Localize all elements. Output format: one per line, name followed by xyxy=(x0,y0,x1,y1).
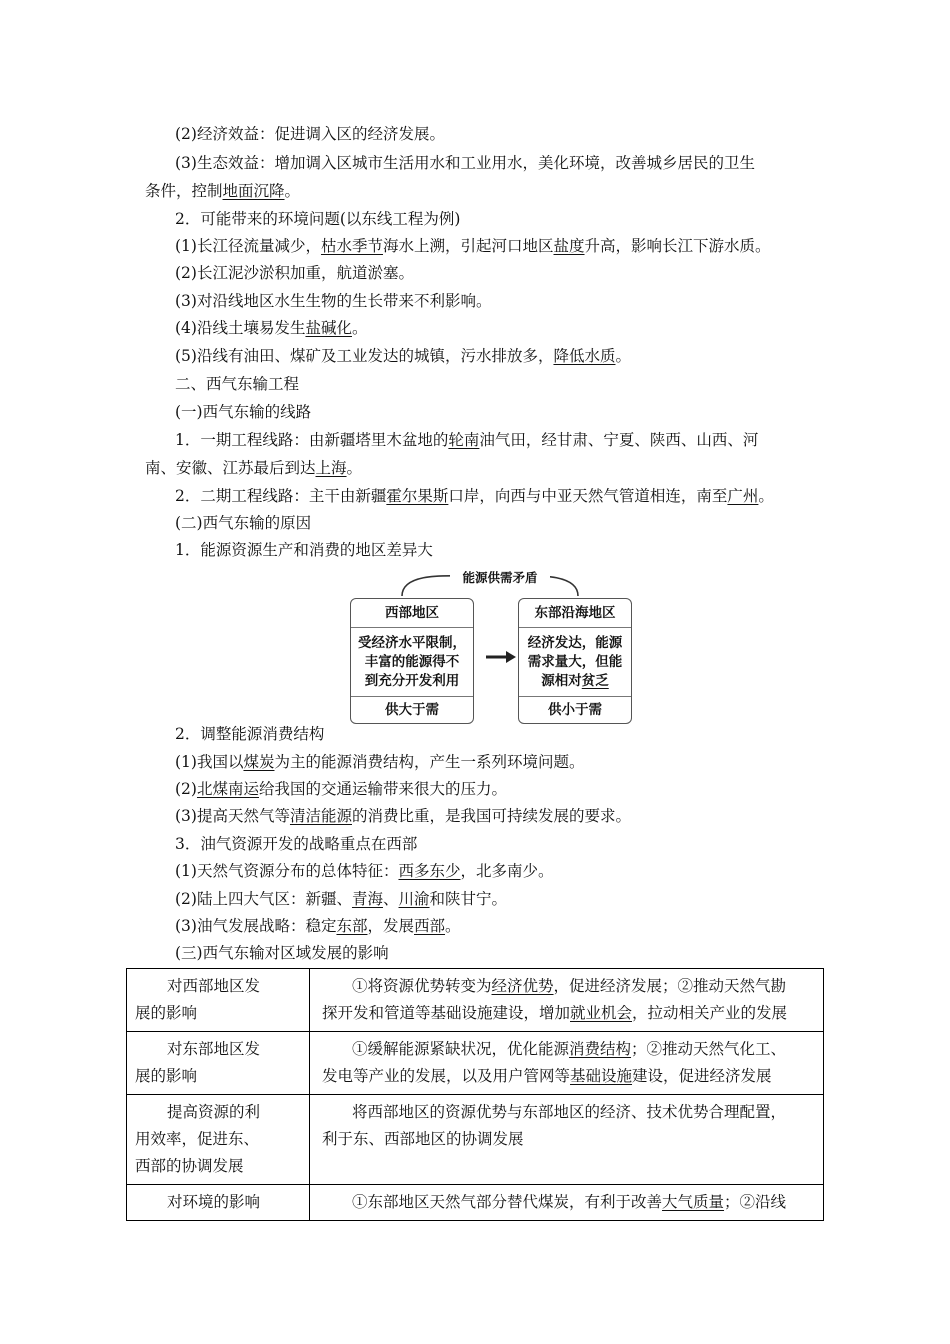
diagram-arc-label: 能源供需矛盾 xyxy=(450,568,550,586)
subsection-heading: (三)西气东输对区域发展的影响 xyxy=(175,944,389,962)
paragraph: 2．可能带来的环境问题(以东线工程为例) xyxy=(175,210,461,228)
cell-line: ①东部地区天然气部分替代煤炭，有利于改善大气质量；②沿线 xyxy=(352,1193,787,1211)
box-title: 东部沿海地区 xyxy=(519,599,631,628)
cell-line: 对环境的影响 xyxy=(167,1193,261,1211)
cell-line: 探开发和管道等基础设施建设，增加就业机会，拉动相关产业的发展 xyxy=(322,1004,788,1022)
table-row xyxy=(127,1095,824,1185)
cell-line: 对东部地区发 xyxy=(167,1040,261,1058)
box-body xyxy=(351,628,473,696)
impact-table xyxy=(126,968,824,1221)
box-title: 西部地区 xyxy=(351,599,473,628)
table-cell-impact xyxy=(310,1185,824,1221)
cell-line: 提高资源的利 xyxy=(167,1103,261,1121)
underlined-term: 地面沉降 xyxy=(222,182,285,200)
underlined-term: 枯水季节 xyxy=(320,237,383,255)
underlined-term: 青海 xyxy=(351,890,383,908)
box-footer: 供大于需 xyxy=(351,696,473,723)
table-cell-aspect xyxy=(127,969,310,1032)
paragraph: (2)陆上四大气区：新疆、青海、川渝和陕甘宁。 xyxy=(175,890,508,908)
underlined-term: 川渝 xyxy=(398,890,430,908)
paragraph: (2)经济效益：促进调入区的经济发展。 xyxy=(175,125,445,143)
underlined-term: 经济优势 xyxy=(491,977,554,995)
section-heading: 二、西气东输工程 xyxy=(175,375,300,393)
cell-line: 对西部地区发 xyxy=(167,977,261,995)
paragraph: 1．能源资源生产和消费的地区差异大 xyxy=(175,541,433,559)
underlined-term: 煤炭 xyxy=(243,753,275,771)
cell-line: ①将资源优势转变为经济优势，促进经济发展；②推动天然气勘 xyxy=(352,977,787,995)
paragraph: (1)长江径流量减少，枯水季节海水上溯，引起河口地区盐度升高，影响长江下游水质。 xyxy=(175,237,771,255)
underlined-term: 就业机会 xyxy=(570,1004,633,1022)
underlined-term: 降低水质 xyxy=(553,347,616,365)
box-body-line: 到充分开发利用 xyxy=(364,673,460,689)
paragraph: (1)我国以煤炭为主的能源消费结构，产生一系列环境问题。 xyxy=(175,753,585,771)
table-row xyxy=(127,1032,824,1095)
box-body-line: 需求量大，但能 xyxy=(527,654,623,670)
energy-supply-demand-diagram xyxy=(340,566,640,718)
table-row xyxy=(127,1185,824,1221)
table-row xyxy=(127,969,824,1032)
paragraph: (3)油气发展战略：稳定东部，发展西部。 xyxy=(175,917,461,935)
table-cell-impact xyxy=(310,969,824,1032)
east-region-box xyxy=(518,598,632,724)
box-body-line: 受经济水平限制， xyxy=(358,635,466,651)
underlined-term: 盐度 xyxy=(553,237,585,255)
paragraph: 条件，控制地面沉降。 xyxy=(145,182,301,200)
table-cell-impact xyxy=(310,1032,824,1095)
cell-line: ①缓解能源紧缺状况，优化能源消费结构；②推动天然气化工、 xyxy=(352,1040,787,1058)
underlined-term: 东部 xyxy=(336,917,368,935)
cell-line: 发电等产业的发展，以及用户管网等基础设施建设，促进经济发展 xyxy=(322,1067,772,1085)
box-body-line: 丰富的能源得不 xyxy=(364,654,460,670)
underlined-term: 消费结构 xyxy=(569,1040,632,1058)
paragraph: (3)生态效益：增加调入区城市生活用水和工业用水，美化环境，改善城乡居民的卫生 xyxy=(175,154,755,172)
cell-line: 利于东、西部地区的协调发展 xyxy=(322,1130,524,1148)
subsection-heading: (二)西气东输的原因 xyxy=(175,514,312,532)
paragraph: 2．二期工程线路：主干由新疆霍尔果斯口岸，向西与中亚天然气管道相连，南至广州。 xyxy=(175,487,774,505)
paragraph: (4)沿线土壤易发生盐碱化。 xyxy=(175,319,368,337)
box-body-line: 经济发达，能源 xyxy=(527,635,623,651)
cell-line: 西部的协调发展 xyxy=(135,1157,244,1175)
underlined-term: 上海 xyxy=(315,459,347,477)
west-region-box xyxy=(350,598,474,724)
cell-line: 展的影响 xyxy=(135,1067,198,1085)
underlined-term: 西多东少 xyxy=(398,862,461,880)
box-body-line: 源相对贫乏 xyxy=(541,673,609,689)
underlined-term: 霍尔果斯 xyxy=(386,487,449,505)
subsection-heading: (一)西气东输的线路 xyxy=(175,403,312,421)
table-cell-aspect xyxy=(127,1185,310,1221)
paragraph: 2．调整能源消费结构 xyxy=(175,725,325,743)
paragraph: 南、安徽、江苏最后到达上海。 xyxy=(145,459,363,477)
box-body xyxy=(519,628,631,696)
cell-line: 展的影响 xyxy=(135,1004,198,1022)
underlined-term: 贫乏 xyxy=(581,673,609,689)
underlined-term: 西部 xyxy=(414,917,446,935)
paragraph: (3)对沿线地区水生生物的生长带来不利影响。 xyxy=(175,292,492,310)
underlined-term: 基础设施 xyxy=(570,1067,633,1085)
paragraph: (2)北煤南运给我国的交通运输带来很大的压力。 xyxy=(175,780,507,798)
underlined-term: 大气质量 xyxy=(662,1193,725,1211)
cell-line: 用效率，促进东、 xyxy=(135,1130,260,1148)
underlined-term: 北煤南运 xyxy=(196,780,259,798)
table-cell-impact xyxy=(310,1095,824,1185)
paragraph: (2)长江泥沙淤积加重，航道淤塞。 xyxy=(175,264,414,282)
table-cell-aspect xyxy=(127,1032,310,1095)
box-footer: 供小于需 xyxy=(519,696,631,723)
table-cell-aspect xyxy=(127,1095,310,1185)
paragraph: 3．油气资源开发的战略重点在西部 xyxy=(175,835,418,853)
paragraph: (1)天然气资源分布的总体特征：西多东少，北多南少。 xyxy=(175,862,554,880)
cell-line: 将西部地区的资源优势与东部地区的经济、技术优势合理配置， xyxy=(352,1103,787,1121)
underlined-term: 清洁能源 xyxy=(289,807,352,825)
underlined-term: 广州 xyxy=(727,487,759,505)
underlined-term: 盐碱化 xyxy=(305,319,352,337)
paragraph: (5)沿线有油田、煤矿及工业发达的城镇，污水排放多，降低水质。 xyxy=(175,347,631,365)
paragraph: 1．一期工程线路：由新疆塔里木盆地的轮南油气田，经甘肃、宁夏、陕西、山西、河 xyxy=(175,431,759,449)
paragraph: (3)提高天然气等清洁能源的消费比重，是我国可持续发展的要求。 xyxy=(175,807,631,825)
underlined-term: 轮南 xyxy=(448,431,480,449)
